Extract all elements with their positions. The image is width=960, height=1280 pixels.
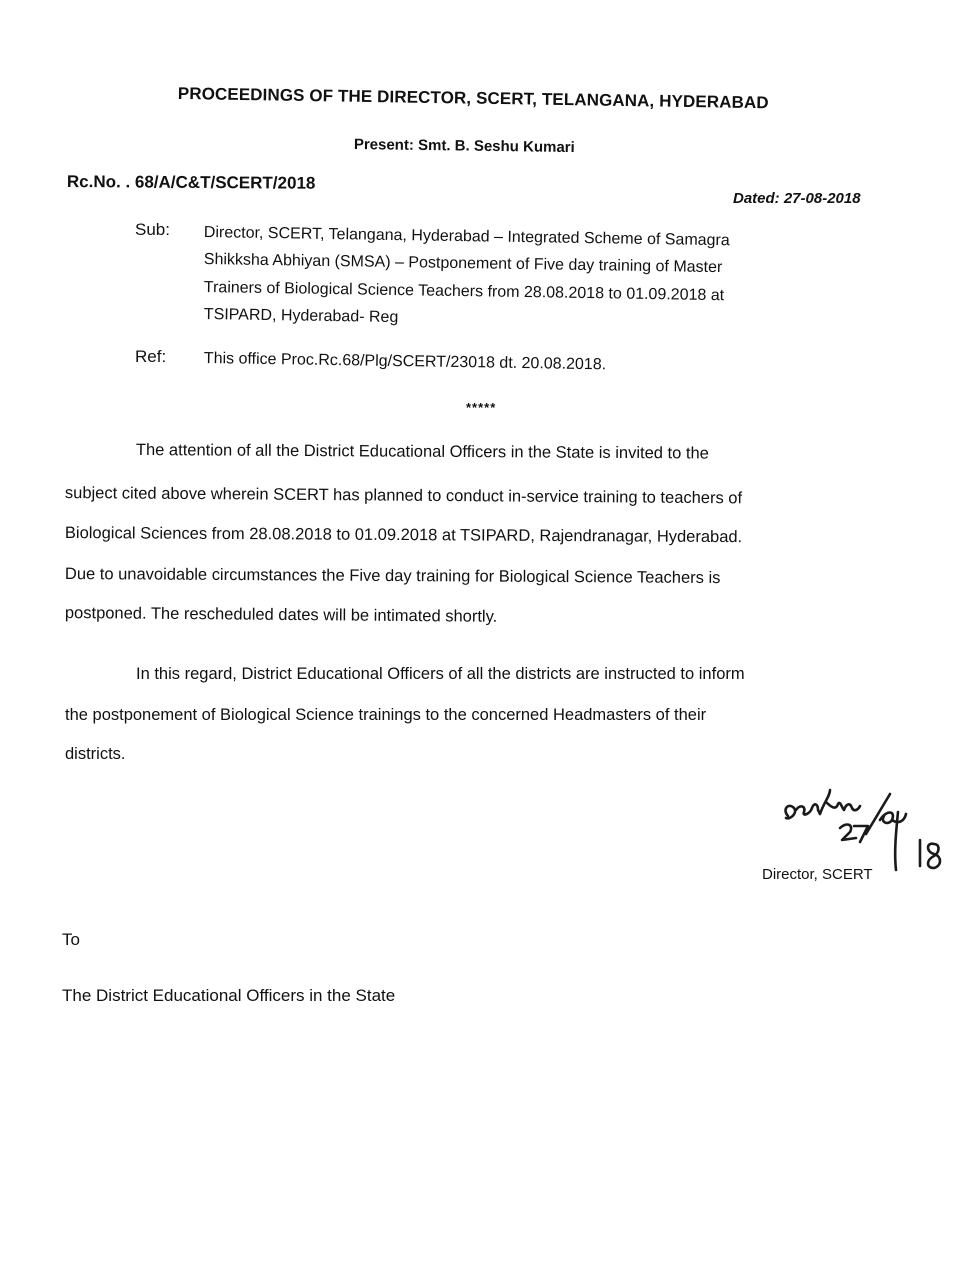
paragraph-line: The attention of all the District Educational Officers in the State is invited to the	[135, 441, 709, 463]
present-line: Present: Smt. B. Seshu Kumari	[353, 136, 575, 157]
document-date: Dated: 27-08-2018	[733, 190, 861, 207]
reference-text: This office Proc.Rc.68/Plg/SCERT/23018 dt. 20.08.2018.	[203, 350, 607, 374]
reference-number: Rc.No. . 68/A/C&T/SCERT/2018	[66, 172, 316, 193]
subject-line: Director, SCERT, Telangana, Hyderabad – Integrated Scheme of Samagra	[203, 224, 730, 250]
paragraph-line: the postponement of Biological Science trainings to the concerned Headmasters of their	[65, 706, 707, 724]
paragraph-line: districts.	[65, 745, 126, 763]
document-title: PROCEEDINGS OF THE DIRECTOR, SCERT, TELANGANA, HYDERABAD	[177, 84, 769, 113]
paragraph-line: In this regard, District Educational Officers of all the districts are instructed to inform	[136, 665, 745, 683]
reference-label: Ref:	[135, 347, 167, 366]
paragraph-line: Due to unavoidable circumstances the Five day training for Biological Science Teachers is	[64, 565, 721, 588]
to-label: To	[62, 930, 80, 949]
subject-line: Shikksha Abhiyan (SMSA) – Postponement of Five day training of Master	[203, 251, 723, 277]
subject-line: Trainers of Biological Science Teachers from 28.08.2018 to 01.09.2018 at	[203, 279, 725, 305]
section-separator: *****	[466, 400, 497, 415]
signatory-designation: Director, SCERT	[762, 866, 873, 883]
addressee: The District Educational Officers in the State	[62, 986, 396, 1005]
subject-label: Sub:	[135, 220, 170, 239]
paragraph-line: subject cited above wherein SCERT has planned to conduct in-service training to teachers of	[64, 484, 743, 508]
paragraph-line: Biological Sciences from 28.08.2018 to 01.09.2018 at TSIPARD, Rajendranagar, Hyderabad.	[64, 524, 743, 547]
subject-line: TSIPARD, Hyderabad- Reg	[203, 306, 399, 327]
paragraph-line: postponed. The rescheduled dates will be intimated shortly.	[64, 604, 498, 626]
